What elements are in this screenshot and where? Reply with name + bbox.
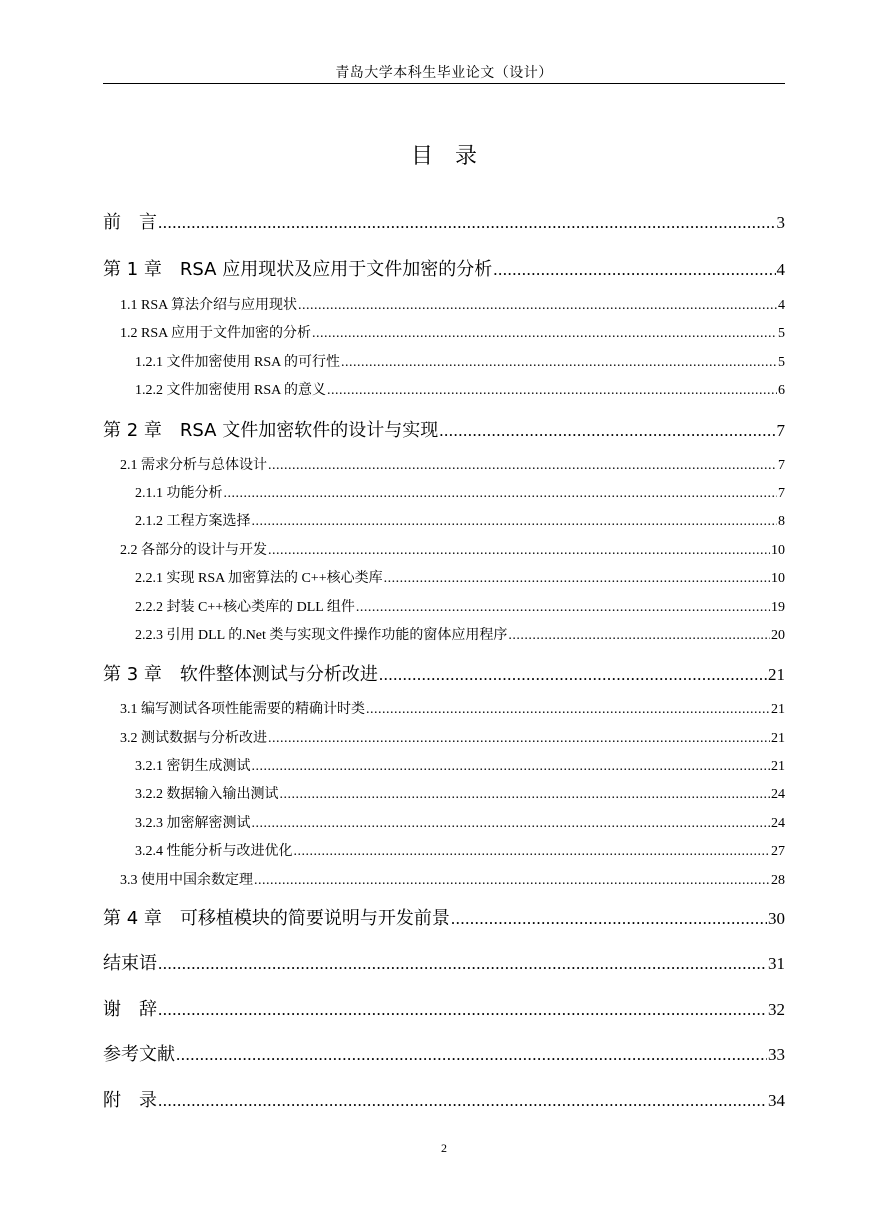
toc-entry-label: 1.1 RSA 算法介绍与应用现状	[120, 298, 297, 313]
toc-entry[interactable]	[135, 840, 785, 860]
toc-entry-label: 3.3 使用中国余数定理	[120, 873, 253, 888]
toc-entry[interactable]	[120, 294, 785, 314]
dot-leader	[327, 383, 777, 399]
toc-entry[interactable]	[103, 1086, 785, 1112]
dot-leader	[356, 600, 770, 616]
toc-entry[interactable]	[135, 351, 785, 371]
toc-entry-page: 8	[778, 514, 785, 529]
toc-entry-label: 2.2 各部分的设计与开发	[120, 543, 267, 558]
dot-leader	[176, 1045, 767, 1065]
toc-entry-page: 31	[768, 954, 785, 973]
dot-leader	[439, 421, 775, 441]
toc-entry[interactable]	[135, 783, 785, 803]
running-header: 青岛大学本科生毕业论文（设计）	[335, 65, 553, 81]
dot-leader	[379, 665, 767, 685]
dot-leader	[224, 486, 778, 502]
header-rule	[103, 83, 785, 84]
dot-leader	[341, 355, 777, 371]
toc-entry-label: 1.2 RSA 应用于文件加密的分析	[120, 326, 311, 341]
toc-entry[interactable]	[120, 869, 785, 889]
toc-entry-page: 5	[778, 326, 785, 341]
toc-entry-label: 2.1 需求分析与总体设计	[120, 458, 267, 473]
toc-entry-page: 3	[776, 213, 785, 232]
page-number: 2	[441, 1141, 447, 1155]
dot-leader	[158, 954, 767, 974]
toc-entry-label: 第 1 章 RSA 应用现状及应用于文件加密的分析	[103, 259, 493, 280]
toc-entry-page: 24	[771, 787, 785, 802]
toc-entry-page: 4	[776, 260, 785, 279]
toc-entry[interactable]	[135, 482, 785, 502]
toc-entry-page: 10	[771, 543, 785, 558]
toc-entry-label: 第 3 章 软件整体测试与分析改进	[103, 664, 378, 685]
toc-entry[interactable]	[120, 698, 785, 718]
toc-entry-page: 19	[771, 600, 785, 615]
toc-entry[interactable]	[103, 904, 785, 930]
dot-leader	[384, 571, 770, 587]
toc-entry-page: 7	[778, 458, 785, 473]
toc-entry-label: 3.1 编写测试各项性能需要的精确计时类	[120, 702, 365, 717]
toc-entry-page: 21	[771, 702, 785, 717]
toc-entry-label: 3.2.4 性能分析与改进优化	[135, 844, 293, 859]
toc-entry[interactable]	[135, 596, 785, 616]
toc-entry-page: 21	[768, 665, 785, 684]
dot-leader	[366, 702, 770, 718]
toc-entry[interactable]	[103, 660, 785, 686]
toc-entry-label: 2.2.1 实现 RSA 加密算法的 C++核心类库	[135, 571, 383, 586]
dot-leader	[158, 213, 776, 233]
toc-entry-label: 前 言	[103, 212, 157, 233]
toc-entry-label: 2.1.2 工程方案选择	[135, 514, 251, 529]
toc-entry-label: 2.1.1 功能分析	[135, 486, 223, 501]
toc-entry-label: 1.2.1 文件加密使用 RSA 的可行性	[135, 355, 340, 370]
toc-entry-page: 27	[771, 844, 785, 859]
toc-entry[interactable]	[103, 1040, 785, 1066]
toc-entry-page: 10	[771, 571, 785, 586]
toc-entry-page: 7	[778, 486, 785, 501]
toc-entry-label: 3.2 测试数据与分析改进	[120, 731, 267, 746]
dot-leader	[298, 298, 777, 314]
dot-leader	[280, 787, 771, 803]
toc-entry-label: 2.2.3 引用 DLL 的.Net 类与实现文件操作功能的窗体应用程序	[135, 628, 508, 643]
toc-entry[interactable]	[103, 995, 785, 1021]
toc-entry-page: 34	[768, 1091, 785, 1110]
dot-leader	[268, 543, 770, 559]
toc-entry-label: 第 4 章 可移植模块的简要说明与开发前景	[103, 908, 450, 929]
dot-leader	[268, 731, 770, 747]
toc-entry-label: 结束语	[103, 953, 157, 974]
toc-entry-page: 6	[778, 383, 785, 398]
dot-leader	[158, 1091, 767, 1111]
toc-entry[interactable]	[135, 812, 785, 832]
toc-entry[interactable]	[135, 624, 785, 644]
toc-entry[interactable]	[103, 255, 785, 281]
toc-entry-label: 3.2.1 密钥生成测试	[135, 759, 251, 774]
dot-leader	[268, 458, 777, 474]
dot-leader	[254, 873, 770, 889]
dot-leader	[252, 514, 778, 530]
toc-entry[interactable]	[103, 208, 785, 234]
dot-leader	[312, 326, 777, 342]
toc-entry-page: 5	[778, 355, 785, 370]
dot-leader	[508, 628, 770, 644]
toc-entry-page: 30	[768, 909, 785, 928]
toc-entry[interactable]	[120, 539, 785, 559]
toc-entry-page: 32	[768, 1000, 785, 1019]
toc-entry-label: 参考文献	[103, 1044, 175, 1065]
toc-entry-label: 3.2.3 加密解密测试	[135, 816, 251, 831]
toc-entry-label: 1.2.2 文件加密使用 RSA 的意义	[135, 383, 326, 398]
dot-leader	[158, 1000, 767, 1020]
dot-leader	[451, 909, 767, 929]
toc-entry[interactable]	[135, 567, 785, 587]
toc-entry-page: 21	[771, 731, 785, 746]
dot-leader	[252, 759, 771, 775]
toc-entry-page: 20	[771, 628, 785, 643]
toc-entry[interactable]	[103, 416, 785, 442]
toc-entry-page: 21	[771, 759, 785, 774]
toc-entry[interactable]	[135, 379, 785, 399]
toc-entry-label: 谢 辞	[103, 999, 157, 1020]
toc-entry-label: 2.2.2 封装 C++核心类库的 DLL 组件	[135, 600, 355, 615]
dot-leader	[294, 844, 771, 860]
toc-entry-page: 7	[776, 421, 785, 440]
toc-entry[interactable]	[120, 727, 785, 747]
toc-entry-page: 33	[768, 1045, 785, 1064]
toc-entry[interactable]	[135, 755, 785, 775]
toc-entry-label: 第 2 章 RSA 文件加密软件的设计与实现	[103, 420, 439, 441]
dot-leader	[252, 816, 771, 832]
toc-entry[interactable]	[120, 322, 785, 342]
toc-entry-page: 24	[771, 816, 785, 831]
toc-entry[interactable]	[135, 510, 785, 530]
toc-entry[interactable]	[103, 949, 785, 975]
dot-leader	[493, 260, 775, 280]
toc-entry-page: 4	[778, 298, 785, 313]
toc-entry-label: 附 录	[103, 1090, 157, 1111]
toc-entry-page: 28	[771, 873, 785, 888]
toc-title: 目 录	[410, 144, 477, 169]
toc-entry-label: 3.2.2 数据输入输出测试	[135, 787, 279, 802]
toc-entry[interactable]	[120, 454, 785, 474]
